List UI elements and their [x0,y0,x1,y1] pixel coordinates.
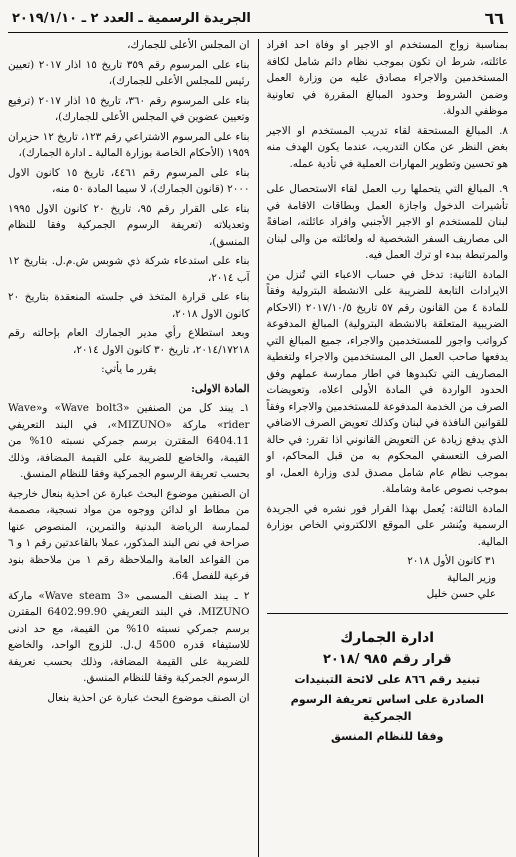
two-column-body [8,37,508,857]
article-three: المادة الثالثة: يُعمل بهذا القرار فور نشره في الجريدة الرسمية ويُنشر على الموقع الالكتروني الخاص بوزارة المالية. [266,502,508,548]
decides-line: يقرر ما يأتي: [101,363,157,375]
paragraph: بناء على استدعاء شركة ذي شوبس ش.م.ل. بتاريخ ١٢ آب ٢٠١٤، [8,255,250,284]
paragraph: ان المجلس الأعلى للجمارك، [127,39,250,51]
column-divider [258,39,259,857]
decision-subject-line: تبنيد رقم ٨٦٦ على لائحة التبنيدات [294,672,481,686]
decision-heading-box [267,613,509,745]
paragraph: بناء على القرار رقم ٩٥، تاريخ ٢٠ كانون الاول ١٩٩٥ وتعديلاته (تعريفة الرسوم الجمركية وفقا للنظام المنسق)، [8,202,250,248]
decision-subject-line: وفقا للنظام المنسق [330,729,444,743]
paragraph: وبعد استطلاع رأي مدير الجمارك العام بإحالته رقم ٢٠١٤/١٧٢١٨، تاريخ ٣٠ كانون الاول ٢٠١٤، [8,327,250,356]
page-header [8,6,508,33]
decision-subject-line: الصادرة على اساس تعريفة الرسوم الجمركية [290,692,484,723]
paragraph: بناء على المرسوم رقم ٣٥٩ تاريخ ١٥ اذار ٢٠١٧ (تعيين رئيس للمجلس الأعلى للجمارك)، [8,58,250,87]
left-column [8,37,256,857]
signature-name: علي حسن خليل [426,588,496,600]
signature-title: وزير المالية [446,571,496,584]
paragraph: ١ـ يبند كل من الصنفين «Wave bolt3» و«Wave rider» ماركة «MIZUNO»، في البند التعريفي 6404.11 المقترن برسم جمركي نسبته 10% من القيمة، والخاضع للضريبة على القيمة المضافة، وذلك بحسب تعريفة الرسوم الجمركية وفقا للنظام المنسق. [8,402,250,480]
decision-number: قرار رقم ٩٨٥ /٢٠١٨ [322,651,452,667]
paragraph: ٢ ـ يبند الصنف المسمى «Wave steam 3» ماركة MIZUNO، في البند التعريفي 6402.99.90 المقترن برسم جمركي نسبته 10% من القيمة، مع حد ادنى للاستيفاء قدره 4500 ل.ل. للزوج الواحد، والخاضع للضريبة على القيمة المضافة، وذلك بحسب تعريفة الرسوم الجمركية وفقا للنظام المنسق. [8,589,250,684]
paragraph: ٩. المبالغ التي يتحملها رب العمل لقاء الاستحصال على تأشيرات الدخول واجازة العمل وبطاقات الاقامة في لبنان للمستخدم او الاجير الأجنبي وافراد عائلته، اضافةً الى مصاريف السفر الشخصية له ولعائلته من والى لبنان والمرتبطة ببدء او ترك العمل فيه. [266,183,508,261]
authority-heading: ادارة الجمارك [340,629,435,646]
page-number: ٦٦ [484,8,504,28]
paragraph: بناء على قرارة المتخذ في جلسته المنعقدة بتاريخ ٢٠ كانون الاول ٢٠١٨، [8,291,250,320]
article-one-title: المادة الاولى: [191,382,250,395]
paragraph: ان الصنف موضوع البحث عبارة عن احذية بنعال [47,691,250,704]
paragraph: بناء على المرسوم رقم ٣٦٠، تاريخ ١٥ اذار ٢٠١٧ (ترفيع وتعيين عضوين في المجلس الأعلى للجمارك)، [8,94,250,123]
signature-block [267,553,509,603]
right-column [261,37,509,857]
paragraph: ٨. المبالغ المستحقة لقاء تدريب المستخدم او الاجير بغض النظر عن مكان التدريب، عندما يكون الهدف منه هو تحسين وتطوير المهارات العملية في تأدية عمله. [266,124,508,170]
paragraph: ان الصنفين موضوع البحث عبارة عن احذية بنعال خارجية من مطاط او لدائن ووجوه من مواد نسجية، مصممة لممارسة الرياضة البدنية والتمرين، المنصوص عنها صراحة في نص البند المذكور، عملا بالقاعدتين رقم ١ و ٦ من القواعد العامة والملاحظة رقم ١ من ملاحظة بنود فرعية للفصل 64. [8,487,250,582]
paragraph: بناء على المرسوم رقم ٤٤٦١، تاريخ ١٥ كانون الاول ٢٠٠٠ (قانون الجمارك)، لا سيما المادة ٥٠ منه، [8,166,250,195]
paragraph: بمناسبة زواج المستخدم او الاجير او وفاة احد افراد عائلته، شرط ان تكون بموجب نظام دائم شامل لكافة المستخدمين والاجراء مصادق عليه من وزارة العمل وضمن الشروط وحدود المبالغ المقررة في تعاونية موظفي الدولة. [266,39,508,117]
gazette-title: الجريدة الرسمية ـ العدد ٢ ـ ٢٠١٩/١/١٠ [12,10,251,26]
signature-date: ٣١ كانون الأول ٢٠١٨ [407,555,496,567]
article-two: المادة الثانية: تدخل في حساب الاعباء التي تُنزل من الايرادات التابعة للضريبة على الانشطة البترولية وفقاً للمادة ٤ من القانون رقم ٥٧ تاريخ ٢٠١٧/١٠/٥ (الاحكام الضريبية المتعلقة بالانشطة البترولية) المبالغ المدفوعة كرواتب واجور للمستخدمين والاجراء، جميع المبالغ التي يدفعها صاحب العمل الى المستخدمين والاجراء ولتغطية المصاريف التي تكبدوها في اطار ممارسة عملهم وفق الحدود الواردة في المادة الأولى اعلاه، وتعويضات الصرف من الخدمة المدفوعة للمستخدمين والاجراء وفقاً للقوانين النافذة في لبنان وكذلك تعويض الصرف الاضافي الذي يدفع زيادة عن التعويض القانوني اذا تقرر: في حالة الصرف التعسفي المحكوم به من قبل المحاكم، او بموجب نظام عام شامل مصدق لدى وزارة العمل، او بموجب نصوص عامة وشاملة. [266,268,508,495]
paragraph: بناء على المرسوم الاشتراعي رقم ١٢٣، تاريخ ١٢ حزيران ١٩٥٩ (الأحكام الخاصة بوزارة المالية ـ ادارة الجمارك)، [8,130,250,159]
